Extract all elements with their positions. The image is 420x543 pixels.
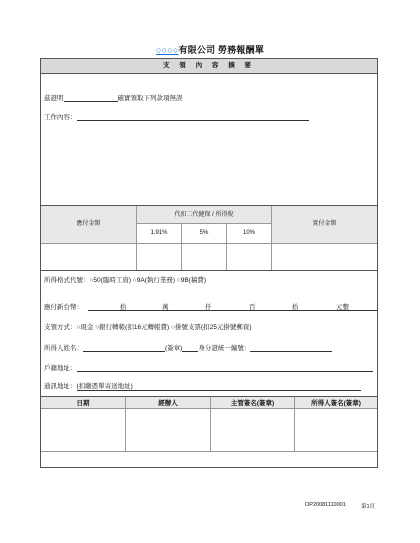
unit-yuan: 元整 xyxy=(336,304,349,311)
rate-2-cell[interactable] xyxy=(182,243,227,270)
unit-shi-1: 拾 xyxy=(120,304,127,311)
unit-bai: 百 xyxy=(249,304,256,311)
rate-3-header: 10% xyxy=(227,224,272,243)
withholding-header: 代扣二代健保 / 所得稅 xyxy=(137,206,272,224)
work-content-line xyxy=(44,112,309,121)
actual-amount-header: 實付金額 xyxy=(272,206,377,243)
mailing-address-field[interactable] xyxy=(133,383,361,391)
handler-cell[interactable] xyxy=(126,409,211,452)
work-content-label: 工作內容： xyxy=(44,114,77,121)
payee-name-label: 所得人姓名： xyxy=(44,345,83,352)
section-header: 支 領 內 容 摘 要 xyxy=(41,59,377,74)
payable-amount-header: 應付金額 xyxy=(41,206,137,243)
signature-table xyxy=(40,396,378,468)
page-number: 第1頁 xyxy=(361,504,376,510)
mailing-address-line xyxy=(44,381,361,391)
col-handler-header: 經辦人 xyxy=(126,396,211,409)
sign-blank xyxy=(182,344,198,352)
unit-wan: 萬 xyxy=(162,304,169,311)
form-code: OP20081110001 xyxy=(305,502,346,508)
certify-prefix: 茲證明 xyxy=(44,95,64,102)
rate-2-header: 5% xyxy=(182,224,227,243)
certify-line xyxy=(44,93,183,102)
household-address-label: 戶籍地址： xyxy=(44,365,77,372)
title-text: 有限公司 勞務報酬單 xyxy=(178,45,265,55)
payee-name-line xyxy=(44,343,332,352)
col-date-header: 日期 xyxy=(41,396,126,409)
household-address-field[interactable] xyxy=(77,364,373,372)
payment-method-line: 支領方式：○現金 ○銀行轉帳(扣16元轉帳費) ○掛號支票(扣25元掛號郵資) xyxy=(44,324,252,331)
document-title xyxy=(0,43,420,56)
payment-table xyxy=(41,205,377,271)
unit-shi-2: 拾 xyxy=(292,304,299,311)
rate-1-cell[interactable] xyxy=(137,243,182,270)
ntd-amount-line xyxy=(44,302,374,311)
date-cell[interactable] xyxy=(41,409,126,452)
payee-signature-cell[interactable] xyxy=(295,409,377,452)
col-supervisor-header: 主管簽名(簽章) xyxy=(211,396,295,409)
rate-3-cell[interactable] xyxy=(227,243,272,270)
ntd-amount-blank[interactable] xyxy=(88,303,377,311)
actual-amount-cell[interactable] xyxy=(272,243,377,270)
household-address-line xyxy=(44,363,373,372)
ntd-label: 應付新台幣： xyxy=(44,304,83,311)
payable-amount-cell[interactable] xyxy=(41,243,137,270)
company-name-placeholder: ○○○○ xyxy=(155,45,179,55)
rate-1-header: 1.91% xyxy=(137,224,182,243)
mailing-address-note: (扣繳憑單寄送地址) xyxy=(76,383,133,390)
unit-qian: 仟 xyxy=(205,304,212,311)
payee-name-field[interactable] xyxy=(83,344,165,352)
id-number-field[interactable] xyxy=(250,344,332,352)
supervisor-cell[interactable] xyxy=(211,409,295,452)
income-format-line: 所得格式代號：○50(臨時工資) ○9A(執行業務) ○9B(稿費) xyxy=(44,277,207,284)
id-number-label: 身分證統一編號： xyxy=(198,345,251,352)
work-content-blank[interactable] xyxy=(77,113,309,121)
mailing-address-label: 通訊地址： xyxy=(44,383,77,390)
payee-name-blank[interactable] xyxy=(64,94,118,102)
sign-note: (簽章) xyxy=(165,345,183,352)
col-payee-header: 所得人簽名(簽章) xyxy=(295,396,377,409)
certify-suffix: 確實領取下列款項無誤 xyxy=(117,95,183,102)
